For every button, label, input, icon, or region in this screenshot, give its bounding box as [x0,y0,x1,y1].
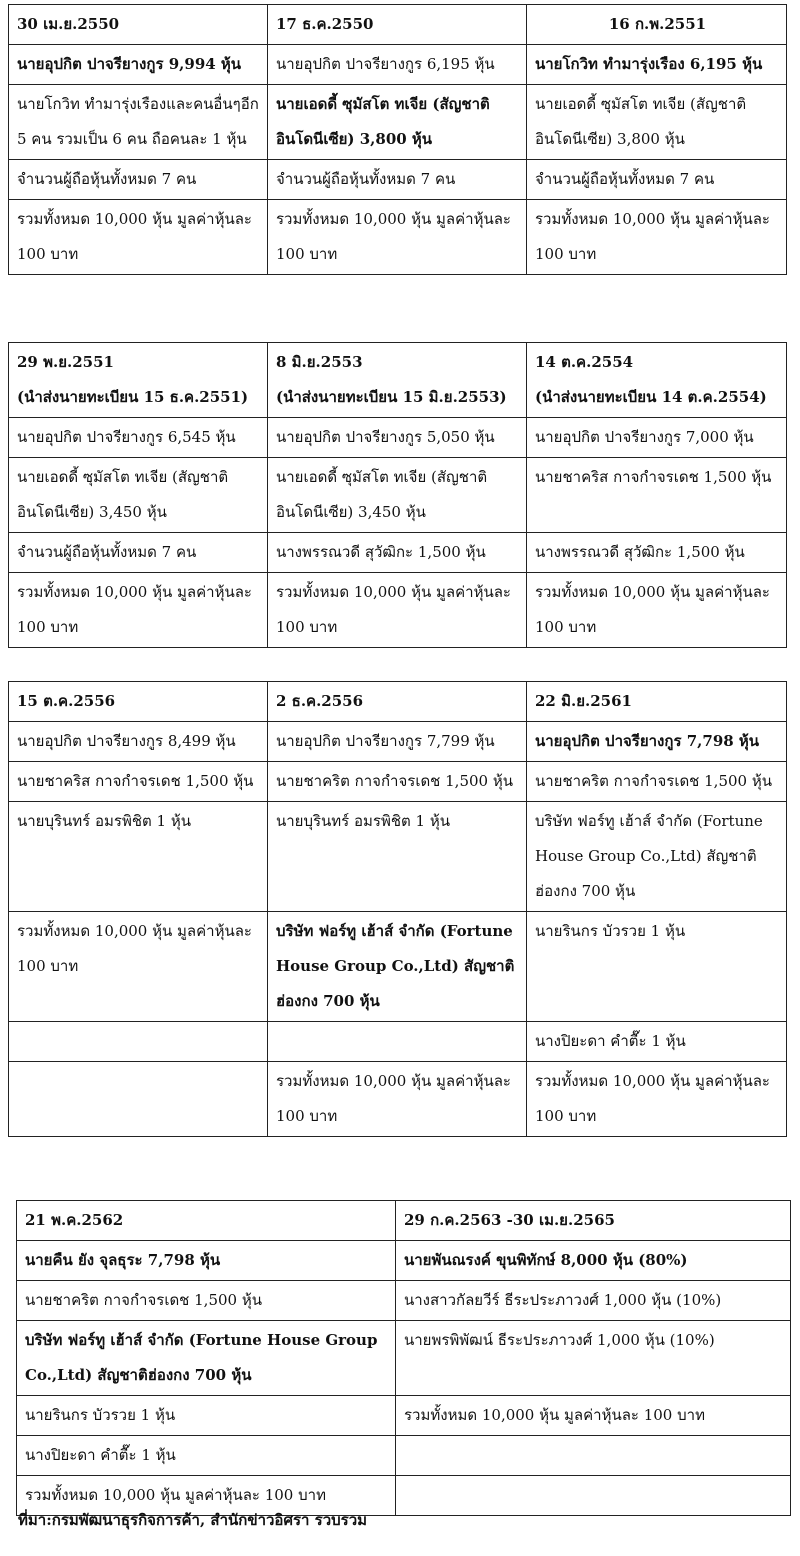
table-row [9,573,787,648]
date-header: 2 ธ.ค.2556 [268,682,527,722]
table-row [9,802,787,912]
table-cell: นายเอดดี้ ซุมัสโต ทเจีย (สัญชาติอินโดนีเซีย) 3,450 หุ้น [9,458,268,533]
table-cell: นายชาคริส กาจกำจรเดช 1,500 หุ้น [9,762,268,802]
table-cell: จำนวนผู้ถือหุ้นทั้งหมด 7 คน [9,160,268,200]
table-cell [396,1436,791,1476]
table-row [9,160,787,200]
table-cell: นายอุปกิต ปาจรียางกูร 7,799 หุ้น [268,722,527,762]
table-cell: รวมทั้งหมด 10,000 หุ้น มูลค่าหุ้นละ 100 บาท [268,1062,527,1137]
table-cell: จำนวนผู้ถือหุ้นทั้งหมด 7 คน [268,160,527,200]
table-cell: นายเอดดี้ ซุมัสโต ทเจีย (สัญชาติอินโดนีเซีย) 3,450 หุ้น [268,458,527,533]
table-cell: บริษัท ฟอร์ทู เฮ้าส์ จำกัด (Fortune House Group Co.,Ltd) สัญชาติฮ่องกง 700 หุ้น [268,912,527,1022]
table-cell: นายเอดดี้ ซุมัสโต ทเจีย (สัญชาติอินโดนีเซีย) 3,800 หุ้น [527,85,787,160]
shareholder-table-2551-2554 [8,342,787,648]
table-header-row [9,343,787,418]
table-header-row [17,1201,791,1241]
table-cell: รวมทั้งหมด 10,000 หุ้น มูลค่าหุ้นละ 100 บาท [268,573,527,648]
table-cell: นายพรพิพัฒน์ ธีระประภาวงศ์ 1,000 หุ้น (10%) [396,1321,791,1396]
table-cell [268,1022,527,1062]
table-cell: รวมทั้งหมด 10,000 หุ้น มูลค่าหุ้นละ 100 บาท [9,200,268,275]
table-cell: รวมทั้งหมด 10,000 หุ้น มูลค่าหุ้นละ 100 บาท [527,1062,787,1137]
table-cell: นายชาคริต กาจกำจรเดช 1,500 หุ้น [17,1281,396,1321]
table-cell: นายคืน ยัง จุลธุระ 7,798 หุ้น [17,1241,396,1281]
date-label: 29 พ.ย.2551 [17,353,114,371]
table-row [17,1321,791,1396]
table-cell: นายรินกร บัวรวย 1 หุ้น [527,912,787,1022]
table-row [9,1022,787,1062]
table-cell: รวมทั้งหมด 10,000 หุ้น มูลค่าหุ้นละ 100 บาท [396,1396,791,1436]
shareholder-table-2550-2551 [8,4,787,275]
table-row [9,762,787,802]
date-header: 29 ก.ค.2563 -30 เม.ย.2565 [396,1201,791,1241]
table-row [9,200,787,275]
table-cell: นายโกวิท ทำมารุ่งเรือง 6,195 หุ้น [527,45,787,85]
table-cell [9,1062,268,1137]
table-row [9,912,787,1022]
table-cell: นางสาวกัลยวีร์ ธีระประภาวงศ์ 1,000 หุ้น (10%) [396,1281,791,1321]
table-cell: จำนวนผู้ถือหุ้นทั้งหมด 7 คน [9,533,268,573]
table-cell: นายอุปกิต ปาจรียางกูร 6,545 หุ้น [9,418,268,458]
date-header [527,343,787,418]
table-cell: นางปิยะดา คำตื๊ะ 1 หุ้น [527,1022,787,1062]
table-cell [9,1022,268,1062]
registrar-date-label: (นำส่งนายทะเบียน 15 มิ.ย.2553) [276,388,507,406]
table-cell: รวมทั้งหมด 10,000 หุ้น มูลค่าหุ้นละ 100 บาท [17,1476,396,1516]
table-row [9,1062,787,1137]
table-cell: นายชาคริส กาจกำจรเดช 1,500 หุ้น [527,458,787,533]
table-cell: รวมทั้งหมด 10,000 หุ้น มูลค่าหุ้นละ 100 บาท [9,912,268,1022]
table-cell: นายชาคริต กาจกำจรเดช 1,500 หุ้น [527,762,787,802]
table-cell: บริษัท ฟอร์ทู เฮ้าส์ จำกัด (Fortune House Group Co.,Ltd) สัญชาติฮ่องกง 700 หุ้น [527,802,787,912]
table-cell: บริษัท ฟอร์ทู เฮ้าส์ จำกัด (Fortune House Group Co.,Ltd) สัญชาติฮ่องกง 700 หุ้น [17,1321,396,1396]
table-row [9,533,787,573]
date-header: 16 ก.พ.2551 [527,5,787,45]
table-cell: นายอุปกิต ปาจรียางกูร 5,050 หุ้น [268,418,527,458]
table-cell: นายเอดดี้ ซุมัสโต ทเจีย (สัญชาติอินโดนีเซีย) 3,800 หุ้น [268,85,527,160]
shareholder-table-2562-2565 [16,1200,791,1516]
table-cell: นางพรรณวดี สุวัฒิกะ 1,500 หุ้น [527,533,787,573]
table-row [9,418,787,458]
source-note: ที่มา:กรมพัฒนาธุรกิจการค้า, สำนักข่าวอิศรา รวบรวม [18,1511,368,1529]
table-cell: รวมทั้งหมด 10,000 หุ้น มูลค่าหุ้นละ 100 บาท [268,200,527,275]
table-cell: นายชาคริต กาจกำจรเดช 1,500 หุ้น [268,762,527,802]
table-row [17,1436,791,1476]
table-header-row [9,682,787,722]
shareholder-table-2556-2561 [8,681,787,1137]
table-row [17,1396,791,1436]
date-label: 8 มิ.ย.2553 [276,353,363,371]
table-cell: นายพันณรงค์ ขุนพิทักษ์ 8,000 หุ้น (80%) [396,1241,791,1281]
table-cell: นายอุปกิต ปาจรียางกูร 8,499 หุ้น [9,722,268,762]
table-row [9,85,787,160]
table-header-row [9,5,787,45]
date-label: 14 ต.ค.2554 [535,353,634,371]
table-cell: รวมทั้งหมด 10,000 หุ้น มูลค่าหุ้นละ 100 บาท [527,200,787,275]
date-header: 30 เม.ย.2550 [9,5,268,45]
registrar-date-label: (นำส่งนายทะเบียน 14 ต.ค.2554) [535,388,767,406]
table-row [17,1241,791,1281]
table-cell: นางพรรณวดี สุวัฒิกะ 1,500 หุ้น [268,533,527,573]
table-row [9,458,787,533]
table-row [9,45,787,85]
date-header: 22 มิ.ย.2561 [527,682,787,722]
table-cell: นายอุปกิต ปาจรียางกูร 6,195 หุ้น [268,45,527,85]
date-header [9,343,268,418]
table-cell: นายโกวิท ทำมารุ่งเรืองและคนอื่นๆอีก 5 คน รวมเป็น 6 คน ถือคนละ 1 หุ้น [9,85,268,160]
table-cell: นางปิยะดา คำตื๊ะ 1 หุ้น [17,1436,396,1476]
table-cell: นายอุปกิต ปาจรียางกูร 7,000 หุ้น [527,418,787,458]
table-cell: นายอุปกิต ปาจรียางกูร 9,994 หุ้น [9,45,268,85]
table-row [17,1281,791,1321]
table-row [9,722,787,762]
table-cell: นายรินกร บัวรวย 1 หุ้น [17,1396,396,1436]
date-header: 21 พ.ค.2562 [17,1201,396,1241]
table-cell: นายบุรินทร์ อมรพิชิต 1 หุ้น [9,802,268,912]
table-cell: จำนวนผู้ถือหุ้นทั้งหมด 7 คน [527,160,787,200]
table-cell [396,1476,791,1516]
registrar-date-label: (นำส่งนายทะเบียน 15 ธ.ค.2551) [17,388,249,406]
date-header: 17 ธ.ค.2550 [268,5,527,45]
table-cell: รวมทั้งหมด 10,000 หุ้น มูลค่าหุ้นละ 100 บาท [9,573,268,648]
table-cell: รวมทั้งหมด 10,000 หุ้น มูลค่าหุ้นละ 100 บาท [527,573,787,648]
date-header [268,343,527,418]
table-cell: นายบุรินทร์ อมรพิชิต 1 หุ้น [268,802,527,912]
table-cell: นายอุปกิต ปาจรียางกูร 7,798 หุ้น [527,722,787,762]
date-header: 15 ต.ค.2556 [9,682,268,722]
